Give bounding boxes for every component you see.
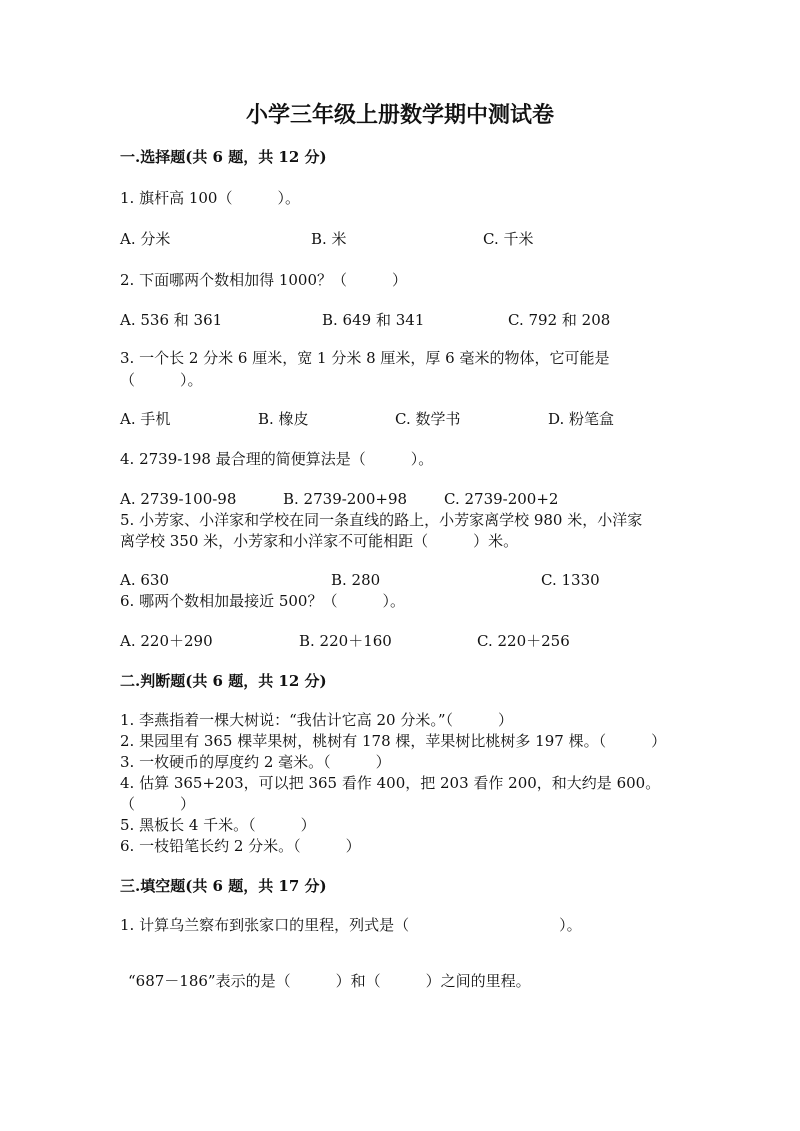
choice-2-option-c: C. 792 和 208 <box>508 311 611 329</box>
choice-4-option-c: C. 2739-200+2 <box>444 490 559 508</box>
choice-4-option-a: A. 2739-100-98 <box>120 490 237 508</box>
choice-question-3-line2: （ ）。 <box>120 371 203 389</box>
choice-1-option-a: A. 分米 <box>120 230 171 248</box>
choice-3-option-c: C. 数学书 <box>395 410 461 428</box>
choice-3-option-b: B. 橡皮 <box>258 410 309 428</box>
choice-2-option-b: B. 649 和 341 <box>322 311 425 329</box>
judge-item-5: 5. 黑板长 4 千米。（ ） <box>120 816 316 834</box>
choice-1-option-b: B. 米 <box>311 230 347 248</box>
choice-4-option-b: B. 2739-200+98 <box>283 490 408 508</box>
judge-item-4-line2: （ ） <box>120 795 196 813</box>
choice-3-option-d: D. 粉笔盒 <box>548 410 615 428</box>
judge-item-3: 3. 一枚硬币的厚度约 2 毫米。（ ） <box>120 753 391 771</box>
choice-6-option-b: B. 220＋160 <box>299 632 392 650</box>
choice-5-option-a: A. 630 <box>120 571 169 589</box>
judge-item-1: 1. 李燕指着一棵大树说：“我估计它高 20 分米。”（ ） <box>120 711 514 729</box>
choice-question-5-line1: 5. 小芳家、小洋家和学校在同一条直线的路上，小芳家离学校 980 米，小洋家 <box>120 511 643 529</box>
choice-3-option-a: A. 手机 <box>120 410 171 428</box>
choice-1-option-c: C. 千米 <box>483 230 534 248</box>
choice-question-5-line2: 离学校 350 米，小芳家和小洋家不可能相距（ ）米。 <box>120 532 519 550</box>
judge-item-2: 2. 果园里有 365 棵苹果树，桃树有 178 棵，苹果树比桃树多 197 棵。（ ） <box>120 732 667 750</box>
choice-question-3-line1: 3. 一个长 2 分米 6 厘米，宽 1 分米 8 厘米，厚 6 毫米的物体，它可能是 <box>120 349 610 367</box>
section-heading-choice: 一.选择题(共 6 题，共 12 分) <box>120 148 327 166</box>
choice-6-option-a: A. 220＋290 <box>120 632 213 650</box>
choice-5-option-b: B. 280 <box>331 571 381 589</box>
choice-2-option-a: A. 536 和 361 <box>120 311 223 329</box>
choice-question-6: 6. 哪两个数相加最接近 500？（ ）。 <box>120 592 405 610</box>
fill-item-1-sub: “687－186”表示的是（ ）和（ ）之间的里程。 <box>128 972 531 990</box>
section-heading-judge: 二.判断题(共 6 题，共 12 分) <box>120 672 327 690</box>
choice-question-1: 1. 旗杆高 100（ ）。 <box>120 189 300 207</box>
choice-6-option-c: C. 220＋256 <box>477 632 570 650</box>
choice-5-option-c: C. 1330 <box>541 571 600 589</box>
choice-question-4: 4. 2739-198 最合理的简便算法是（ ）。 <box>120 450 434 468</box>
choice-question-2: 2. 下面哪两个数相加得 1000？（ ） <box>120 271 408 289</box>
judge-item-6: 6. 一枝铅笔长约 2 分米。（ ） <box>120 837 361 855</box>
fill-item-1: 1. 计算乌兰察布到张家口的里程，列式是（ ）。 <box>120 916 582 934</box>
judge-item-4-line1: 4. 估算 365+203，可以把 365 看作 400，把 203 看作 200，和大约是 600。 <box>120 774 661 792</box>
section-heading-fill: 三.填空题(共 6 题，共 17 分) <box>120 877 327 895</box>
page-title: 小学三年级上册数学期中测试卷 <box>245 102 554 128</box>
